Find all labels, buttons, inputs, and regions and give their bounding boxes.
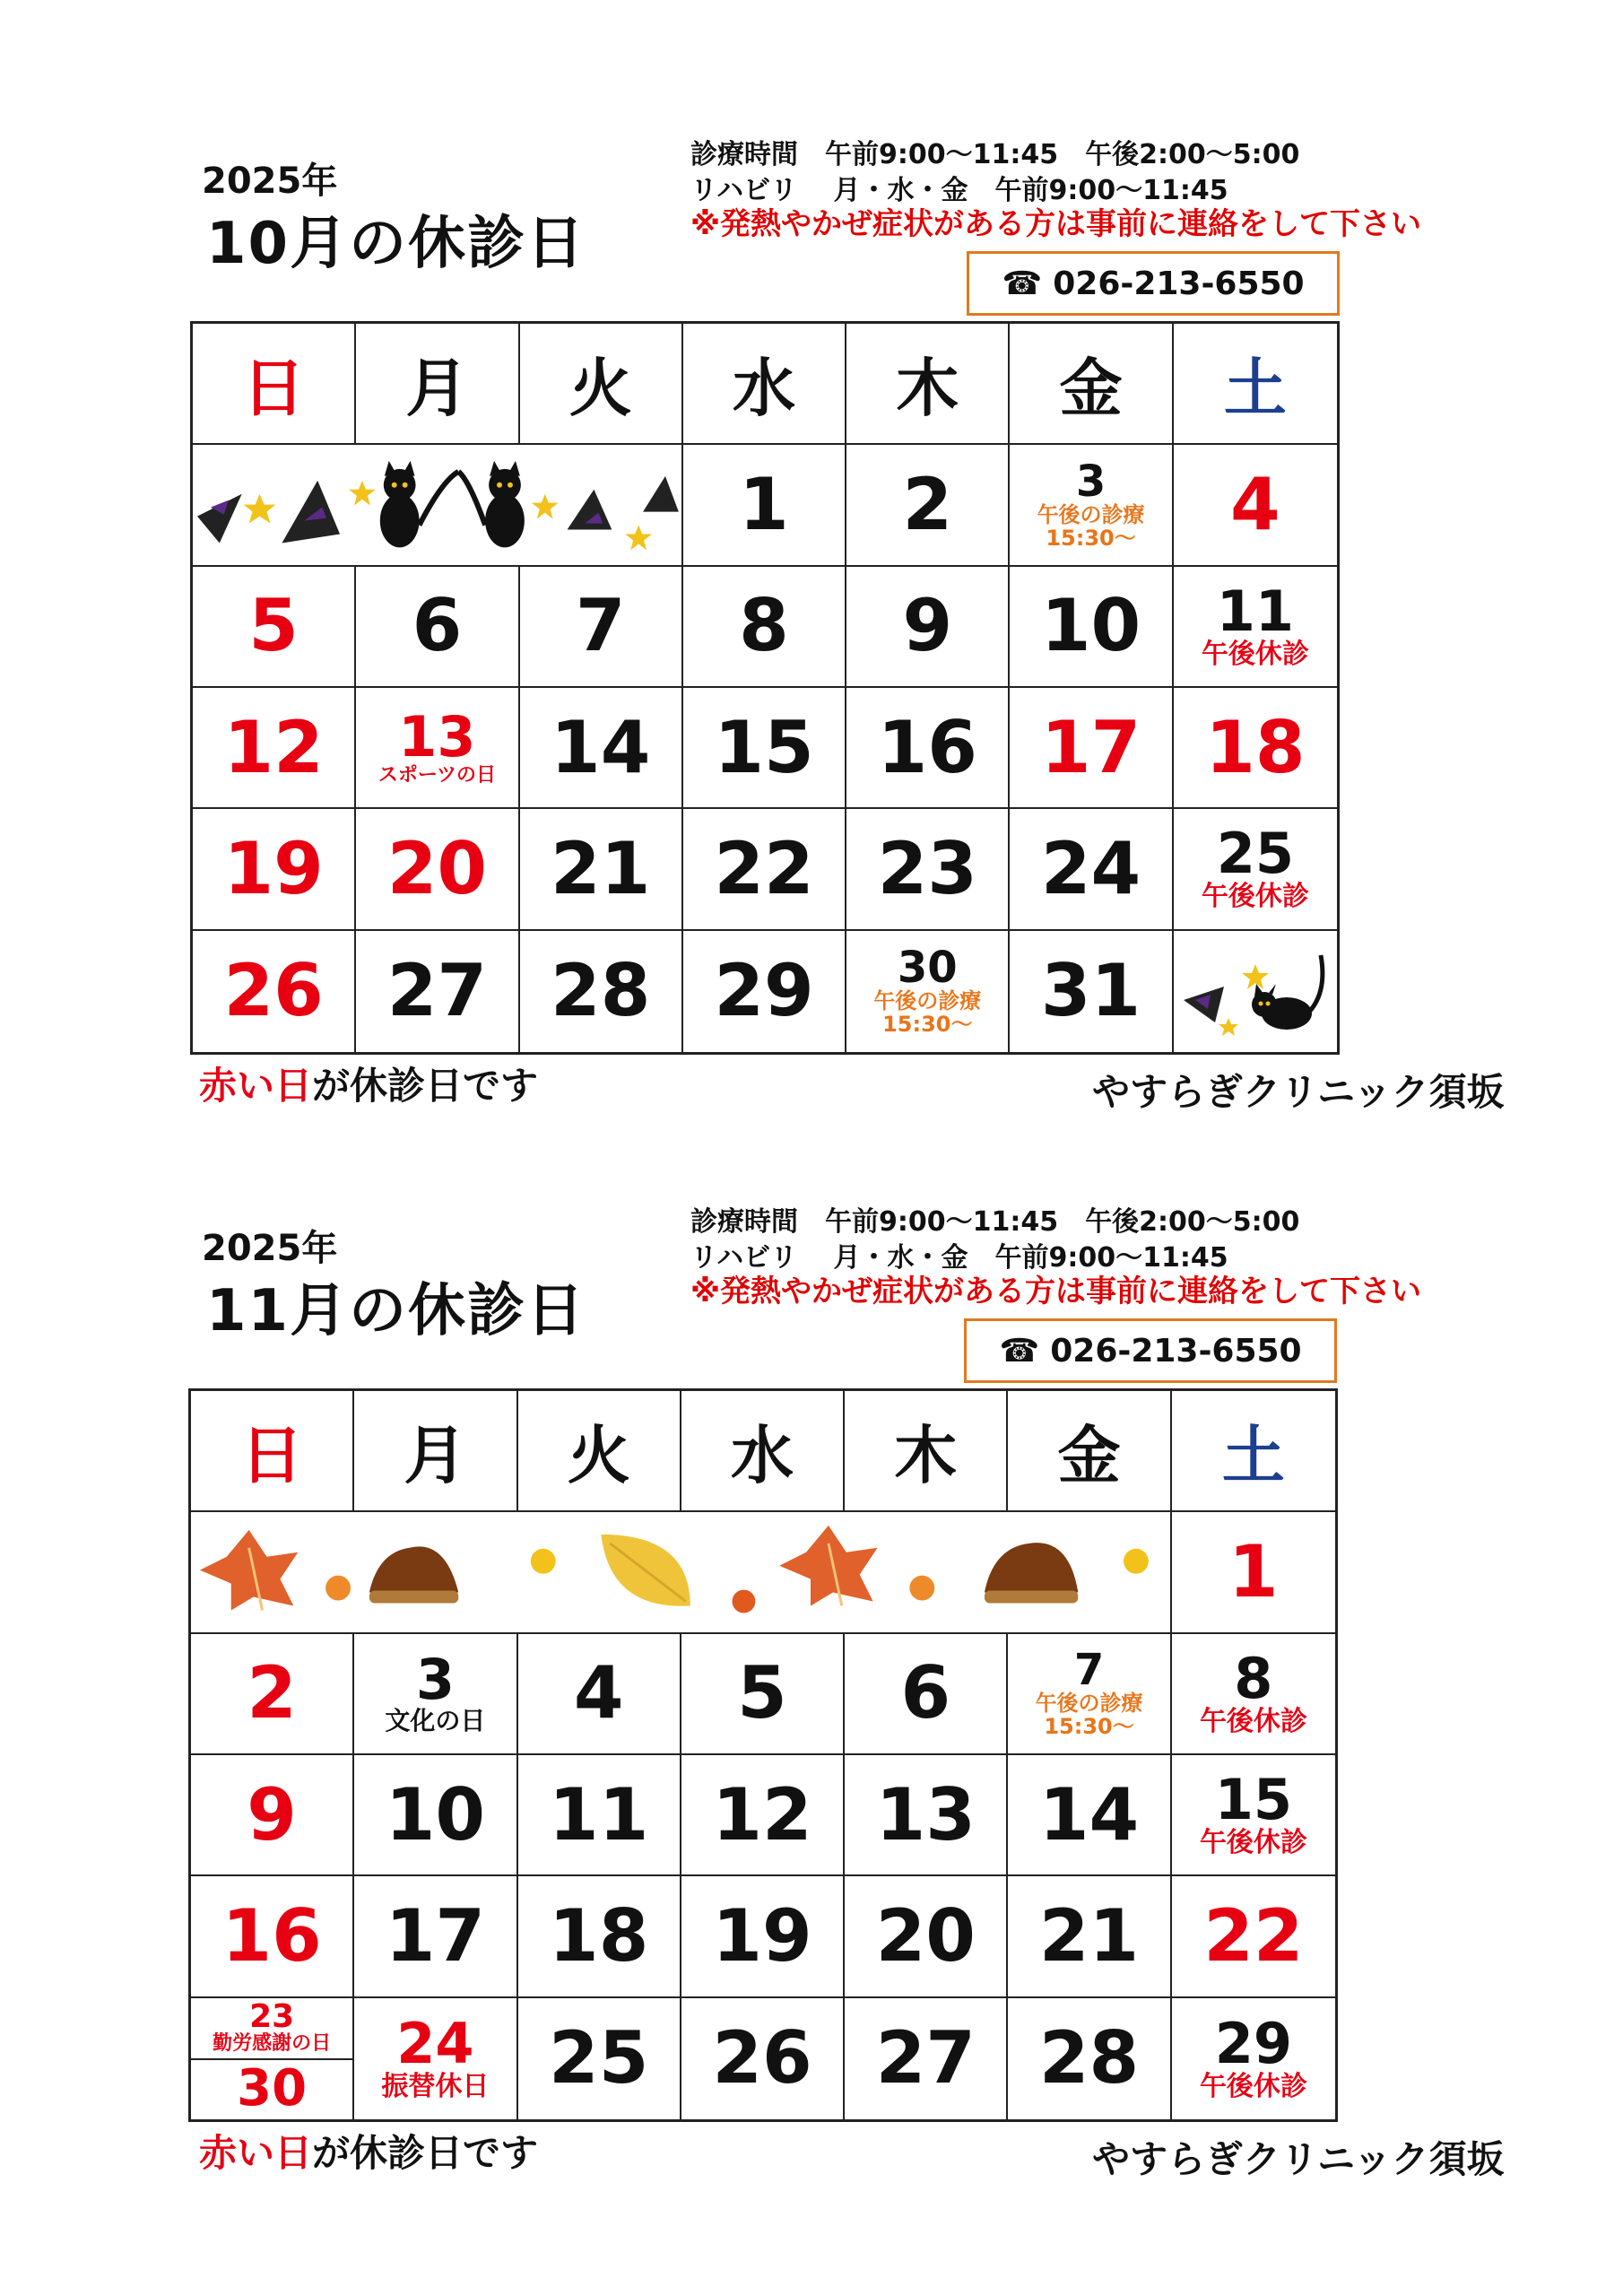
nov-day-22: 22 bbox=[1172, 1876, 1335, 1997]
weekday-sun: 日 bbox=[191, 1391, 354, 1512]
november-section bbox=[0, 1067, 1623, 2179]
weekday-fri: 金 bbox=[1010, 324, 1173, 445]
november-year: 2025年 bbox=[202, 1228, 338, 1269]
black-cat-icon bbox=[380, 461, 458, 548]
nov-day-2: 2 bbox=[191, 1634, 354, 1755]
oct-day-11: 11 午後休診 bbox=[1174, 567, 1337, 688]
nov-day-4: 4 bbox=[518, 1634, 681, 1755]
oct-day-29: 29 bbox=[683, 931, 846, 1052]
nov-day-26: 26 bbox=[681, 1998, 845, 2119]
witch-hat-icon bbox=[1184, 987, 1224, 1022]
split-divider bbox=[191, 2058, 352, 2060]
nov-day-3: 3 文化の日 bbox=[354, 1634, 517, 1755]
nov-day-5: 5 bbox=[681, 1634, 845, 1755]
weekday-mon: 月 bbox=[356, 324, 519, 445]
october-phone-box bbox=[967, 251, 1340, 316]
weekday-sat: 土 bbox=[1172, 1391, 1335, 1512]
nov-day-18: 18 bbox=[518, 1876, 681, 1997]
phone-icon: ☎ bbox=[999, 1332, 1040, 1370]
nov-day-10: 10 bbox=[354, 1755, 517, 1876]
dot bbox=[531, 1549, 556, 1574]
witch-hat-icon bbox=[643, 476, 679, 512]
nov-day-7: 7 午後の診療 15:30～ bbox=[1008, 1634, 1171, 1755]
autumn-decoration bbox=[191, 1512, 1172, 1633]
black-cat-icon bbox=[458, 461, 525, 548]
halloween-corner-decoration bbox=[1174, 931, 1337, 1052]
november-calendar bbox=[188, 1388, 1338, 2122]
dot bbox=[733, 1590, 756, 1613]
nov-day-29: 29 午後休診 bbox=[1199, 2010, 1307, 2102]
october-legend: 赤い日が休診日です bbox=[199, 1064, 539, 1108]
weekday-wed: 水 bbox=[683, 324, 846, 445]
nov-day-25: 25 bbox=[518, 1998, 681, 2119]
oct-day-7: 7 bbox=[520, 567, 683, 688]
weekday-sun: 日 bbox=[193, 324, 356, 445]
oct-day-31: 31 bbox=[1010, 931, 1173, 1052]
oct-day-26: 26 bbox=[193, 931, 356, 1052]
october-hours: 診療時間 午前9:00～11:45 午後2:00～5:00 bbox=[690, 139, 1300, 170]
nov-day-27: 27 bbox=[845, 1998, 1008, 2119]
oct-day-12: 12 bbox=[193, 688, 356, 809]
nov-day-23-note: 勤労感謝の日 bbox=[213, 2032, 332, 2056]
nov-day-11: 11 bbox=[518, 1755, 681, 1876]
witch-hat-icon bbox=[568, 490, 612, 530]
weekday-wed: 水 bbox=[681, 1391, 845, 1512]
oct-day-30: 30 午後の診療 15:30～ bbox=[846, 931, 1010, 1052]
nov-day-20: 20 bbox=[845, 1876, 1008, 1997]
november-rehab: リハビリ 月・水・金 午前9:00～11:45 bbox=[690, 1242, 1228, 1274]
oct-day-21: 21 bbox=[520, 809, 683, 930]
nov-day-19: 19 bbox=[681, 1876, 845, 1997]
maple-leaf-icon bbox=[779, 1526, 877, 1606]
oct-day-14: 14 bbox=[520, 688, 683, 809]
october-calendar bbox=[190, 321, 1340, 1055]
oct-day-5: 5 bbox=[193, 567, 356, 688]
oct-day-17: 17 bbox=[1010, 688, 1173, 809]
oct-day-23: 23 bbox=[846, 809, 1010, 930]
october-rehab: リハビリ 月・水・金 午前9:00～11:45 bbox=[690, 175, 1228, 206]
october-section bbox=[0, 0, 1623, 1112]
oct-day-24: 24 bbox=[1010, 809, 1173, 930]
nov-day-1: 1 bbox=[1172, 1512, 1335, 1633]
weekday-tue: 火 bbox=[520, 324, 683, 445]
chestnut-icon bbox=[369, 1547, 458, 1604]
weekday-mon: 月 bbox=[354, 1391, 517, 1512]
weekday-thu: 木 bbox=[846, 324, 1010, 445]
nov-day-15: 15 午後休診 bbox=[1172, 1755, 1335, 1876]
oct-day-1: 1 bbox=[683, 445, 846, 566]
nov-day-14: 14 bbox=[1008, 1755, 1171, 1876]
october-clinic-name: やすらぎクリニック須坂 bbox=[1092, 1070, 1505, 1114]
oct-day-4: 4 bbox=[1174, 445, 1337, 566]
oct-day-27: 27 bbox=[356, 931, 519, 1052]
phone-icon: ☎ bbox=[1002, 265, 1043, 302]
november-hours: 診療時間 午前9:00～11:45 午後2:00～5:00 bbox=[690, 1206, 1300, 1238]
dot bbox=[325, 1576, 351, 1601]
october-phone-number: 026-213-6550 bbox=[1053, 265, 1305, 302]
leaf-icon bbox=[601, 1535, 690, 1606]
oct-day-3: 3 午後の診療 15:30～ bbox=[1010, 445, 1173, 566]
chestnut-icon bbox=[985, 1543, 1078, 1603]
black-cat-icon bbox=[1252, 955, 1323, 1030]
october-year: 2025年 bbox=[202, 161, 338, 202]
oct-day-19: 19 bbox=[193, 809, 356, 930]
nov-day-24: 24 振替休日 bbox=[354, 1998, 517, 2119]
nov-day-23: 23 bbox=[249, 1998, 295, 2036]
maple-leaf-icon bbox=[200, 1530, 298, 1611]
nov-day-9: 9 bbox=[191, 1755, 354, 1876]
star-icon bbox=[349, 481, 376, 506]
oct-day-2: 2 bbox=[846, 445, 1010, 566]
star-icon bbox=[1219, 1018, 1238, 1036]
oct-day-13: 13 スポーツの日 bbox=[356, 688, 519, 809]
nov-day-16: 16 bbox=[191, 1876, 354, 1997]
witch-hat-icon bbox=[197, 494, 242, 544]
oct-day-20: 20 bbox=[356, 809, 519, 930]
weekday-fri: 金 bbox=[1008, 1391, 1171, 1512]
oct-day-9: 9 bbox=[846, 567, 1010, 688]
oct-day-16: 16 bbox=[846, 688, 1010, 809]
star-icon bbox=[625, 526, 652, 551]
nov-day-23-30 bbox=[191, 1998, 354, 2119]
oct-day-10: 10 bbox=[1010, 567, 1173, 688]
nov-day-28: 28 bbox=[1008, 1998, 1171, 2119]
oct-day-18: 18 bbox=[1174, 688, 1337, 809]
oct-day-28: 28 bbox=[520, 931, 683, 1052]
star-icon bbox=[244, 494, 276, 524]
oct-day-6: 6 bbox=[356, 567, 519, 688]
dot bbox=[1124, 1549, 1149, 1574]
november-notice: ※発熱やかぜ症状がある方は事前に連絡をして下さい bbox=[690, 1274, 1422, 1309]
nov-day-13: 13 bbox=[845, 1755, 1008, 1876]
dot bbox=[909, 1576, 934, 1601]
november-title: 11月の休診日 bbox=[206, 1278, 586, 1344]
star-icon bbox=[1242, 964, 1269, 989]
oct-day-8: 8 bbox=[683, 567, 846, 688]
oct-day-15: 15 bbox=[683, 688, 846, 809]
october-title: 10月の休診日 bbox=[206, 211, 586, 277]
weekday-thu: 木 bbox=[845, 1391, 1008, 1512]
oct-day-22: 22 bbox=[683, 809, 846, 930]
nov-day-30: 30 bbox=[237, 2059, 308, 2118]
weekday-sat: 土 bbox=[1174, 324, 1337, 445]
november-phone-number: 026-213-6550 bbox=[1050, 1332, 1302, 1370]
witch-hat-icon bbox=[282, 481, 340, 544]
oct-day-25: 25 午後休診 bbox=[1174, 809, 1337, 930]
november-clinic-name: やすらぎクリニック須坂 bbox=[1092, 2137, 1505, 2181]
november-phone-box bbox=[964, 1318, 1337, 1383]
weekday-tue: 火 bbox=[518, 1391, 681, 1512]
nov-day-6: 6 bbox=[845, 1634, 1008, 1755]
halloween-decoration bbox=[193, 445, 683, 566]
nov-day-21: 21 bbox=[1008, 1876, 1171, 1997]
star-icon bbox=[532, 494, 559, 519]
november-legend: 赤い日が休診日です bbox=[199, 2131, 539, 2175]
nov-day-8: 8 午後休診 bbox=[1172, 1634, 1335, 1755]
october-notice: ※発熱やかぜ症状がある方は事前に連絡をして下さい bbox=[690, 206, 1422, 242]
nov-day-12: 12 bbox=[681, 1755, 845, 1876]
nov-day-17: 17 bbox=[354, 1876, 517, 1997]
